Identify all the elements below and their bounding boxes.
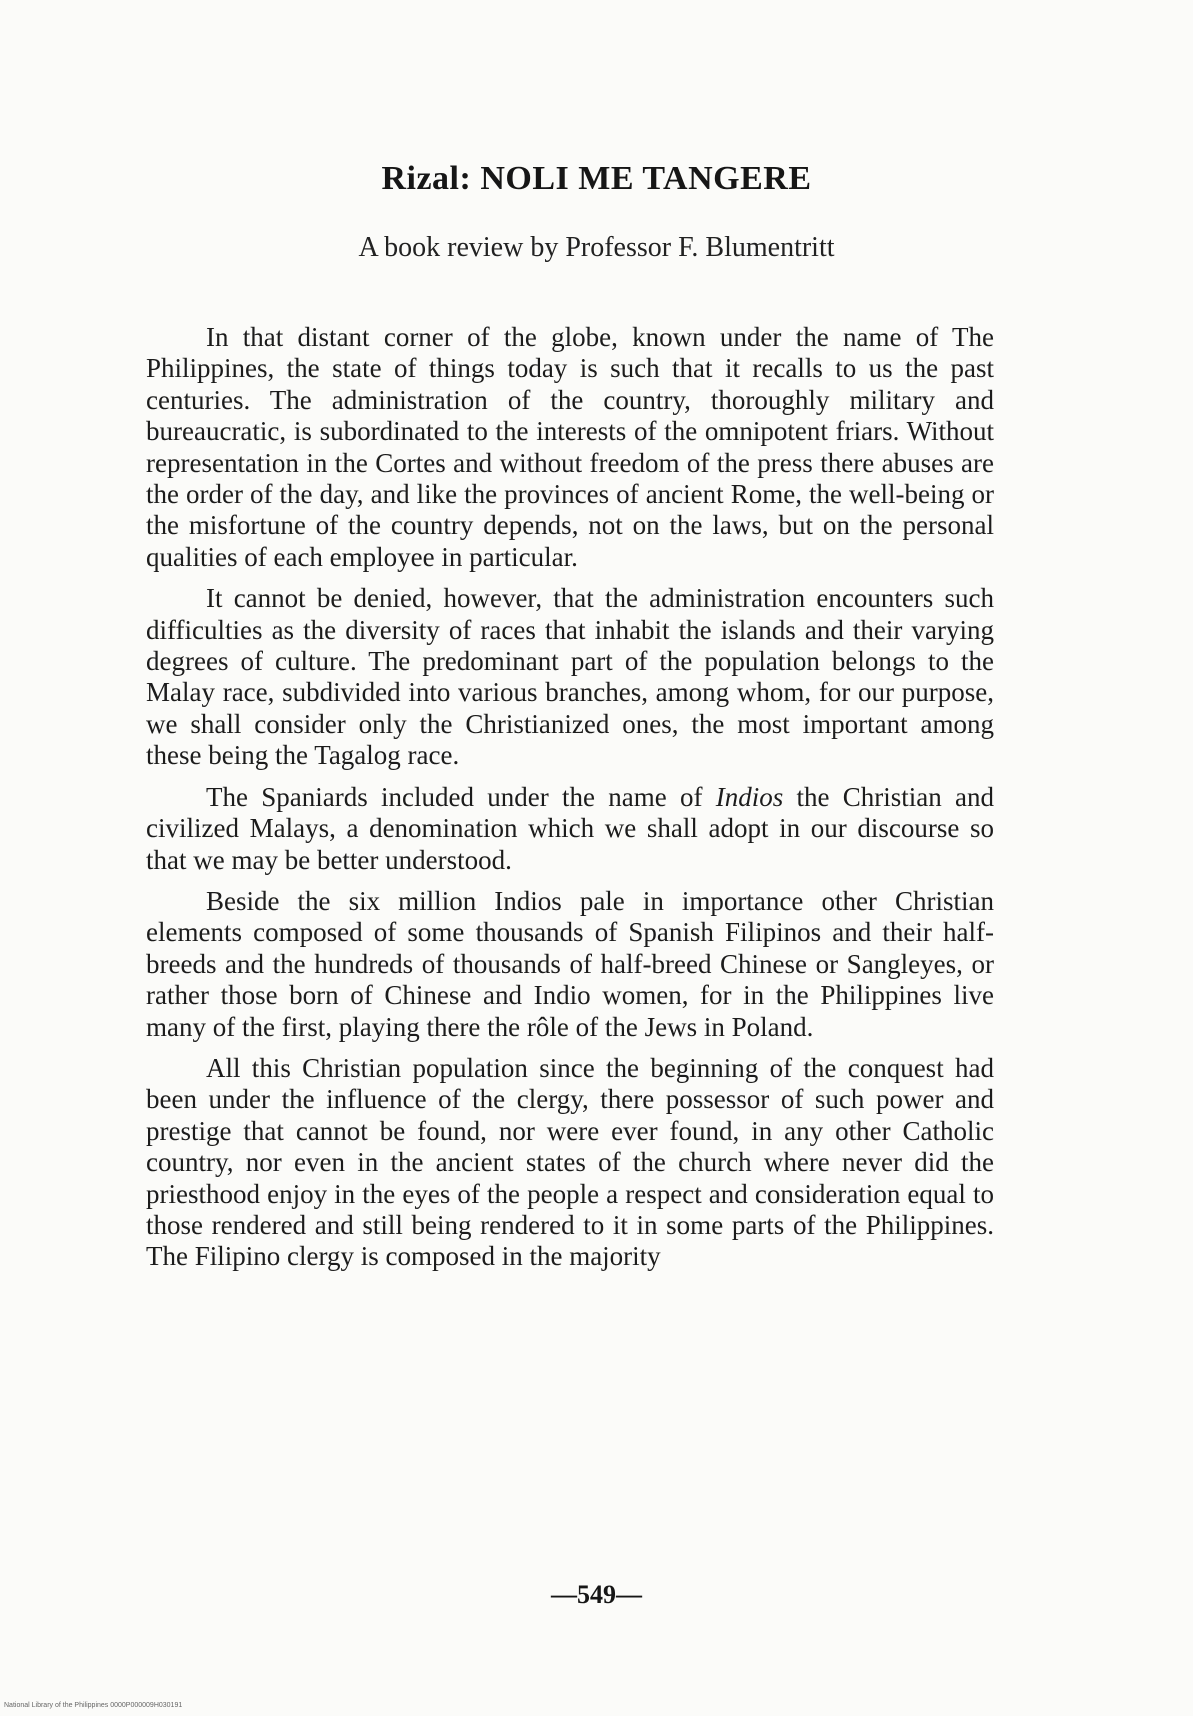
page-number: —549—	[551, 1580, 642, 1609]
paragraph-2: It cannot be denied, however, that the administration encounters such difficulties as the diversity of races that inhabit the islands and their varying degrees of culture. The predominant part of the population belongs to the Malay race, subdivided into various branches, among whom, for our purpose, we shall consider only the Christianized ones, the most important among these being the Tagalog race.	[146, 583, 994, 771]
page-subtitle: A book review by Professor F. Blumentritt	[358, 232, 835, 263]
paragraph-5: All this Christian population since the beginning of the conquest had been under the influence of the clergy, there possessor of such power and prestige that cannot be found, nor were ever found, in any other Catholic country, nor even in the ancient states of the church where never did the priesthood enjoy in the eyes of the people a respect and consideration equal to those rendered and still being rendered to it in some parts of the Philippines. The Filipino clergy is composed in the majority	[146, 1052, 994, 1272]
article-body	[146, 322, 994, 1283]
paragraph-3-after: the Christian and civilized Malays, a denomination which we shall adopt in our discourse so that we may be better understood.	[146, 781, 995, 875]
page-title: Rizal: NOLI ME TANGERE	[381, 160, 812, 197]
emphasis-indios: Indios	[715, 781, 784, 812]
paragraph-3	[146, 782, 994, 876]
paragraph-1: In that distant corner of the globe, known under the name of The Philippines, the state of things today is such that it recalls to us the past centuries. The administration of the country, thoroughly military and bureaucratic, is subordinated to the interests of the omnipotent friars. Without representation in the Cortes and without freedom of the press there abuses are the order of the day, and like the provinces of ancient Rome, the well-being or the misfortune of the country depends, not on the laws, but on the personal qualities of each employee in particular.	[146, 322, 994, 572]
paragraph-4: Beside the six million Indios pale in importance other Christian elements composed of some thousands of Spanish Filipinos and their half-breeds and the hundreds of thousands of half-breed Chinese or Sangleyes, or rather those born of Chinese and Indio women, for in the Philippines live many of the first, playing there the rôle of the Jews in Poland.	[146, 885, 994, 1042]
paragraph-3-before: The Spaniards included under the name of	[206, 781, 716, 812]
footer-credit: National Library of the Philippines 0000P000009H030191	[4, 1702, 183, 1709]
